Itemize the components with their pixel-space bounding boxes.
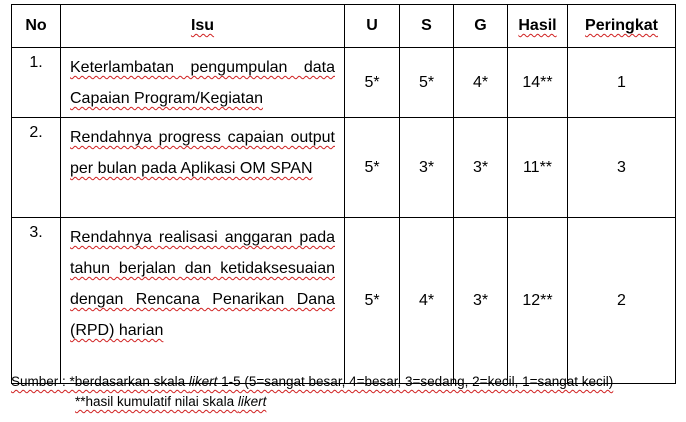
cell-hasil: 12**: [508, 218, 568, 384]
cell-s: 5*: [400, 48, 454, 118]
source-note-line-1: [11, 372, 613, 392]
header-isu: [61, 5, 345, 48]
cell-no: 1.: [12, 48, 61, 118]
cell-s: 3*: [400, 118, 454, 218]
header-s: S: [400, 5, 454, 48]
cell-isu-text: Keterlambatan pengumpulan data Capaian Program/Kegiatan: [70, 59, 335, 107]
cell-isu-text: Rendahnya realisasi anggaran pada tahun berjalan dan ketidaksesuaian dengan Rencana Penarikan Dana (RPD) harian: [70, 229, 335, 339]
cell-no: 2.: [12, 118, 61, 218]
cell-isu: [61, 218, 345, 384]
cell-g: 3*: [454, 118, 508, 218]
source-note-likert-2: likert: [237, 394, 267, 409]
cell-u: 5*: [345, 118, 400, 218]
header-isu-label: Isu: [190, 17, 215, 34]
cell-g: 3*: [454, 218, 508, 384]
cell-g: 4*: [454, 48, 508, 118]
header-u: U: [345, 5, 400, 48]
header-hasil-label: Hasil: [518, 17, 557, 34]
table-row: [12, 218, 676, 384]
source-note-cumulative: **hasil kumulatif nilai skala: [75, 394, 238, 409]
table-row: [12, 118, 676, 218]
cell-u: 5*: [345, 218, 400, 384]
cell-s: 4*: [400, 218, 454, 384]
source-note-line-2: [11, 392, 613, 412]
header-no: No: [12, 5, 61, 48]
table-row: [12, 48, 676, 118]
source-note-scale: 1-5 (5=sangat besar, 4=besar, 3=sedang, 2=kecil, 1=sangat kecil): [217, 374, 614, 389]
cell-u: 5*: [345, 48, 400, 118]
cell-peringkat: 3: [568, 118, 676, 218]
cell-peringkat: 2: [568, 218, 676, 384]
issue-priority-table: [11, 4, 676, 384]
cell-hasil: 11**: [508, 118, 568, 218]
source-note-prefix: Sumber : *berdasarkan skala: [11, 374, 189, 389]
cell-isu-text: Rendahnya progress capaian output per bulan pada Aplikasi OM SPAN: [70, 129, 335, 177]
cell-hasil: 14**: [508, 48, 568, 118]
table-header-row: [12, 5, 676, 48]
source-note: [11, 372, 613, 412]
header-g: G: [454, 5, 508, 48]
header-hasil: [508, 5, 568, 48]
cell-isu: [61, 118, 345, 218]
cell-peringkat: 1: [568, 48, 676, 118]
cell-no: 3.: [12, 218, 61, 384]
header-peringkat: [568, 5, 676, 48]
source-note-likert: likert: [188, 374, 218, 389]
header-peringkat-label: Peringkat: [585, 17, 658, 34]
cell-isu: [61, 48, 345, 118]
